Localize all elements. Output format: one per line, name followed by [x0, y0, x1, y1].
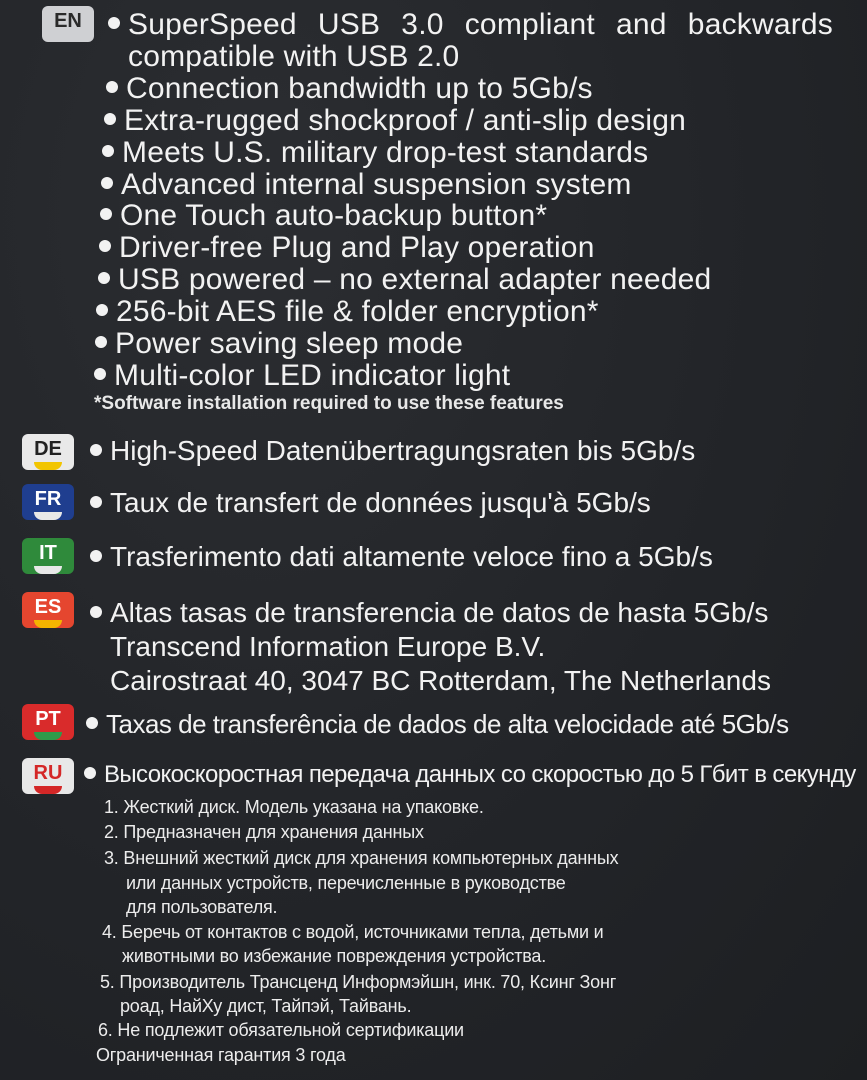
- language-badge-it: [22, 538, 74, 574]
- feature-line: [104, 106, 686, 136]
- bullet: [86, 717, 98, 729]
- language-badge-fr: [22, 484, 74, 520]
- bullet: [106, 81, 118, 93]
- bullet: [108, 10, 128, 40]
- feature-line: [102, 138, 648, 168]
- footnote: *Software installation required to use these features: [94, 393, 564, 414]
- ru-warranty: Ограниченная гарантия 3 года: [96, 1045, 346, 1065]
- ru-note: 5. Производитель Трансценд Информэйшн, инк. 70, Ксинг Зонг: [100, 972, 617, 992]
- feature-line: [106, 74, 593, 104]
- language-badge-pt: [22, 704, 74, 740]
- feature-text: SuperSpeed USB 3.0 compliant and backwards: [128, 8, 833, 41]
- bullet: [90, 444, 102, 456]
- feature-line: [100, 201, 547, 231]
- ru-note: или данных устройств, перечисленные в руководстве: [126, 873, 566, 893]
- bullet: [95, 336, 107, 348]
- badge-label: IT: [39, 542, 57, 564]
- feature-line-it: [90, 543, 713, 571]
- feature-line: [108, 10, 833, 40]
- bullet: [90, 496, 102, 508]
- feature-text: Высокоскоростная передача данных со скоростью до 5 Гбит в секунду: [104, 761, 856, 788]
- bullet: [102, 145, 114, 157]
- ru-note: роад, НайХу дист, Тайпэй, Тайвань.: [120, 996, 412, 1016]
- bullet: [94, 368, 106, 380]
- ru-note: 2. Предназначен для хранения данных: [104, 822, 424, 842]
- feature-text: compatible with USB 2.0: [128, 40, 460, 73]
- badge-label: RU: [33, 762, 63, 784]
- bullet: [100, 208, 112, 220]
- ru-note: 1. Жесткий диск. Модель указана на упаковке.: [104, 797, 484, 817]
- address-line: Transcend Information Europe B.V.: [110, 631, 546, 662]
- feature-text: Power saving sleep mode: [115, 327, 464, 360]
- feature-line: [99, 233, 595, 263]
- bullet: [104, 113, 116, 125]
- feature-text: Meets U.S. military drop-test standards: [122, 136, 649, 169]
- feature-text: Trasferimento dati altamente veloce fino a 5Gb/s: [110, 541, 713, 572]
- language-badge-de: [22, 434, 74, 470]
- bullet: [96, 304, 108, 316]
- bullet: [101, 177, 113, 189]
- badge-label: PT: [35, 708, 61, 730]
- feature-text: Taux de transfert de données jusqu'à 5Gb/s: [110, 487, 651, 518]
- badge-label: ES: [34, 596, 62, 618]
- badge-label: EN: [54, 10, 82, 32]
- feature-line-es: [90, 599, 768, 627]
- feature-text: 256-bit AES file & folder encryption*: [116, 295, 599, 328]
- feature-text: Extra-rugged shockproof / anti-slip design: [124, 104, 687, 137]
- feature-text: High-Speed Datenübertragungsraten bis 5Gb/s: [110, 435, 696, 466]
- bullet: [98, 272, 110, 284]
- language-badge-ru: [22, 758, 74, 794]
- feature-line: [94, 361, 510, 391]
- badge-label: FR: [34, 488, 62, 510]
- ru-note: 4. Беречь от контактов с водой, источниками тепла, детьми и: [102, 922, 604, 942]
- feature-line: [98, 265, 711, 295]
- feature-text: USB powered – no external adapter needed: [118, 263, 712, 296]
- feature-line-de: [90, 437, 695, 465]
- feature-line: [95, 329, 463, 359]
- bullet: [90, 606, 102, 618]
- feature-text: Driver-free Plug and Play operation: [119, 231, 595, 264]
- address-line: Cairostraat 40, 3047 BC Rotterdam, The Netherlands: [110, 665, 771, 696]
- ru-note: животными во избежание повреждения устройства.: [122, 946, 547, 966]
- feature-line-fr: [90, 489, 651, 517]
- language-badge-en: [42, 6, 94, 42]
- feature-text: Taxas de transferência de dados de alta velocidade até 5Gb/s: [106, 709, 789, 739]
- feature-line-pt: [86, 711, 789, 737]
- language-badge-es: [22, 592, 74, 628]
- feature-text: Advanced internal suspension system: [121, 168, 632, 201]
- feature-text: Multi-color LED indicator light: [114, 359, 511, 392]
- feature-line: [96, 297, 599, 327]
- feature-line: [128, 42, 459, 72]
- badge-label: DE: [34, 438, 62, 460]
- feature-text: Altas tasas de transferencia de datos de hasta 5Gb/s: [110, 597, 769, 628]
- feature-text: Connection bandwidth up to 5Gb/s: [126, 72, 593, 105]
- feature-line: [101, 170, 632, 200]
- bullet: [99, 240, 111, 252]
- ru-note: для пользователя.: [126, 897, 278, 917]
- bullet: [84, 767, 96, 779]
- feature-line-ru: [84, 763, 856, 787]
- ru-note: 3. Внешний жесткий диск для хранения компьютерных данных: [104, 848, 619, 868]
- ru-note: 6. Не подлежит обязательной сертификации: [98, 1020, 464, 1040]
- bullet: [90, 550, 102, 562]
- feature-text: One Touch auto-backup button*: [120, 199, 548, 232]
